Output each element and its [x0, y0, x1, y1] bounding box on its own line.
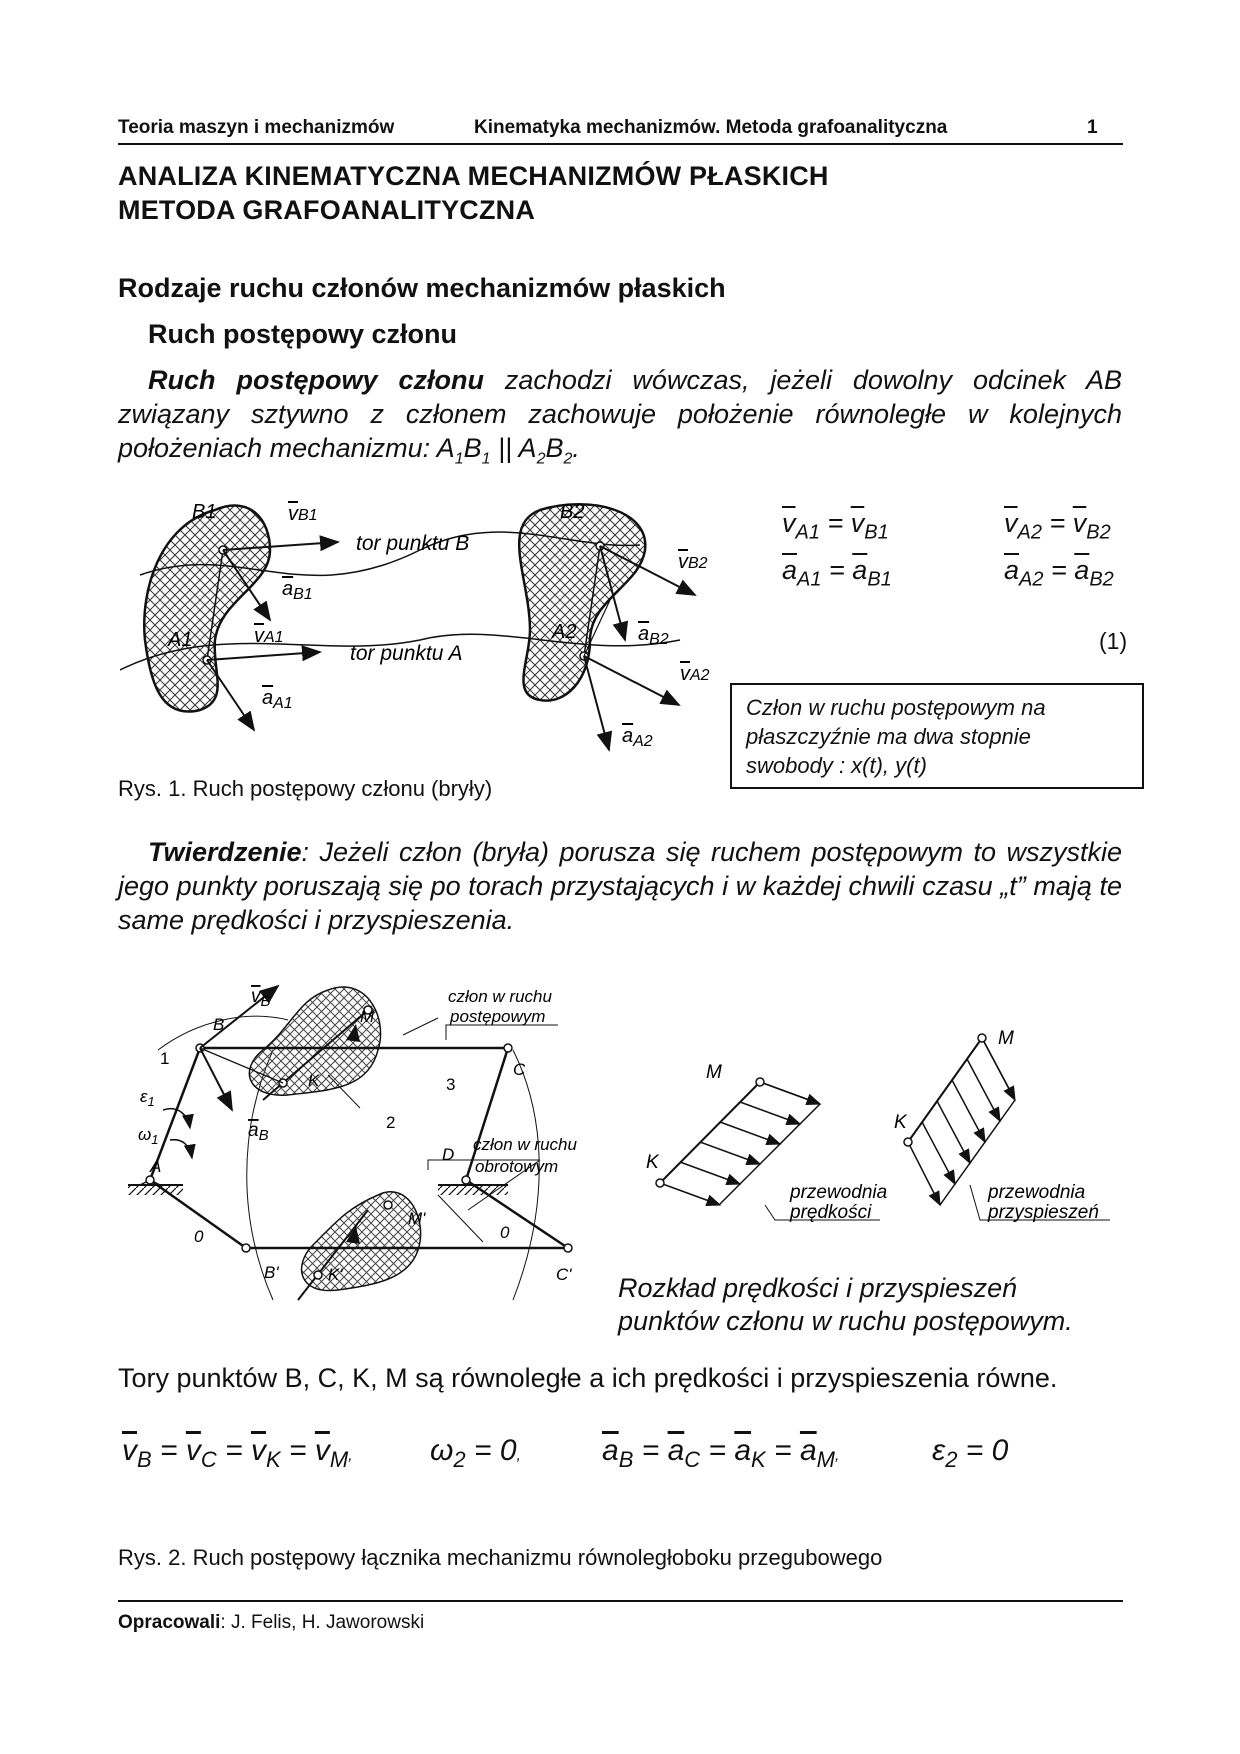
label-link-1: 1: [160, 1049, 170, 1068]
label-b1: B1: [192, 501, 217, 523]
equation-aa1-ab1: $\overline{a}_{A1} = \overline{a}_{B1}$: [782, 555, 892, 591]
label-aa1: $a_{A1}$: [262, 687, 293, 712]
label-link-2: 2: [386, 1113, 396, 1132]
label-tor-a: tor punktu A: [350, 642, 463, 665]
equation-omega: $\omega_2 = 0$,: [430, 1434, 521, 1472]
definition-paragraph: [118, 363, 1122, 476]
def-b: B: [463, 433, 482, 463]
label-m-prime: M': [408, 1209, 426, 1228]
sub: 2: [536, 450, 546, 468]
label-link-3: 3: [446, 1075, 456, 1094]
distribution-caption: [618, 1272, 1073, 1338]
theorem-text: : Jeżeli człon (bryła) porusza się ruchem postępowym to wszystkie jego punkty poruszają się po torach przystających i w każdej chwili czasu „t” mają te same prędkości i przyspieszenia.: [118, 837, 1122, 935]
label-vb2: vB2: [678, 551, 708, 573]
equation-number: (1): [1099, 628, 1128, 654]
figure-2-distribution: [640, 1020, 1120, 1230]
section-subheading: Ruch postępowy członu: [148, 319, 458, 349]
def-par: || A: [490, 433, 537, 463]
label-postep-2: postępowym: [450, 1007, 546, 1026]
figure-2-caption: Rys. 2. Ruch postępowy łącznika mechanizmu równoległoboku przegubowego: [118, 1545, 883, 1570]
label-m-accel: M: [998, 1028, 1014, 1049]
label-vb1: vB1: [288, 503, 318, 525]
label-b2: B2: [560, 501, 585, 523]
label-vb: $v_B$: [251, 986, 271, 1010]
def-b2: B: [545, 433, 564, 463]
label-ground-0: 0: [194, 1227, 204, 1246]
note-line-1: Człon w ruchu postępowym na: [746, 695, 1046, 720]
label-b: B: [213, 1015, 225, 1034]
note-box: [730, 683, 1144, 789]
equation-accelerations: $\overline{a}_B = \overline{a}_C = \overline{a}_K = \overline{a}_M$,: [602, 1434, 840, 1472]
label-ab1: $a_{B1}$: [282, 578, 313, 603]
label-przewodnia-v1: przewodnia: [790, 1182, 888, 1203]
label-k-accel: K: [894, 1112, 907, 1133]
label-ab: $a_B$: [248, 1120, 269, 1144]
note-line-2: płaszczyźnie ma dwa stopnie: [746, 724, 1031, 749]
sub: 1: [454, 450, 464, 468]
label-przewodnia-a2: przyspieszeń: [988, 1202, 1099, 1223]
footer-rule: [118, 1600, 1123, 1602]
footer-authors: : J. Felis, H. Jaworowski: [220, 1612, 425, 1633]
equation-va2-vb2: $\overline{v}_{A2} = \overline{v}_{B2}$: [1004, 508, 1111, 544]
label-c: C: [513, 1060, 526, 1079]
figure-2-mechanism: [128, 980, 598, 1320]
label-przewodnia-a1: przewodnia: [988, 1182, 1086, 1203]
header-left: Teoria maszyn i mechanizmów: [118, 117, 395, 138]
label-omega1: $\omega_1$: [138, 1125, 159, 1147]
label-a1: A1: [168, 629, 193, 651]
distribution-caption-line-1: Rozkład prędkości i przyspieszeń: [618, 1273, 1018, 1303]
title-line-2: METODA GRAFOANALITYCZNA: [118, 195, 536, 225]
label-b-prime: B': [264, 1263, 279, 1282]
label-ab2: $a_{B2}$: [638, 623, 669, 648]
label-d: D: [442, 1145, 455, 1164]
footer-label: Opracowali: [118, 1612, 221, 1633]
label-aa2: $a_{A2}$: [622, 725, 653, 750]
figure-1: [120, 490, 740, 780]
footer: [118, 1612, 424, 1634]
label-c-prime: C': [556, 1265, 572, 1284]
def-end: .: [572, 433, 580, 463]
definition-bold: Ruch postępowy członu: [148, 365, 484, 395]
theorem-bold: Twierdzenie: [148, 837, 302, 867]
label-obrot-1: człon w ruchu: [473, 1135, 577, 1154]
conclusion-text: Tory punktów B, C, K, M są równoległe a ich prędkości i przyspieszenia równe.: [118, 1363, 1058, 1393]
header-center: Kinematyka mechanizmów. Metoda grafoanalityczna: [474, 117, 948, 138]
label-k: K: [308, 1071, 320, 1090]
sub: 1: [481, 450, 491, 468]
label-przewodnia-v2: prędkości: [790, 1202, 872, 1223]
body-1: [144, 506, 270, 712]
equation-epsilon: $\varepsilon_2 = 0$: [932, 1434, 1009, 1472]
theorem-paragraph: [118, 835, 1122, 937]
label-postep-1: człon w ruchu: [448, 987, 552, 1006]
label-m: M: [360, 1007, 375, 1026]
label-a2: A2: [552, 621, 577, 643]
definition-text: zachodzi wówczas, jeżeli dowolny odcinek AB związany sztywno z członem zachowuje położenie równoległe w kolejnych położeniach mechanizmu: A: [118, 365, 1122, 463]
label-va2: vA2: [680, 663, 710, 685]
equation-velocities: $\overline{v}_B = \overline{v}_C = \overline{v}_K = \overline{v}_M$,: [122, 1434, 353, 1472]
label-va1: vA1: [254, 625, 284, 647]
body-2: [519, 504, 645, 700]
figure-1-caption: Rys. 1. Ruch postępowy członu (bryły): [118, 776, 493, 801]
page-number: 1: [1087, 117, 1098, 138]
note-line-3: swobody : x(t), y(t): [746, 753, 927, 778]
equation-va1-vb1: $\overline{v}_{A1} = \overline{v}_{B1}$: [782, 508, 889, 544]
label-ground-0b: 0: [500, 1223, 510, 1242]
label-m-velocity: M: [706, 1062, 722, 1083]
header-rule: [118, 143, 1123, 145]
section-heading: Rodzaje ruchu członów mechanizmów płaskich: [118, 273, 726, 303]
distribution-caption-line-2: punktów członu w ruchu postępowym.: [618, 1306, 1073, 1336]
title-line-1: ANALIZA KINEMATYCZNA MECHANIZMÓW PŁASKICH: [118, 161, 829, 191]
label-k-prime: K': [328, 1265, 343, 1284]
label-tor-b: tor punktu B: [356, 532, 470, 555]
label-eps1: $\varepsilon_1$: [140, 1087, 155, 1109]
label-k-velocity: K: [646, 1152, 659, 1173]
sub: 2: [563, 450, 573, 468]
label-a: A: [150, 1157, 162, 1176]
label-obrot-2: obrotowym: [475, 1157, 559, 1176]
equation-aa2-ab2: $\overline{a}_{A2} = \overline{a}_{B2}$: [1004, 555, 1114, 591]
